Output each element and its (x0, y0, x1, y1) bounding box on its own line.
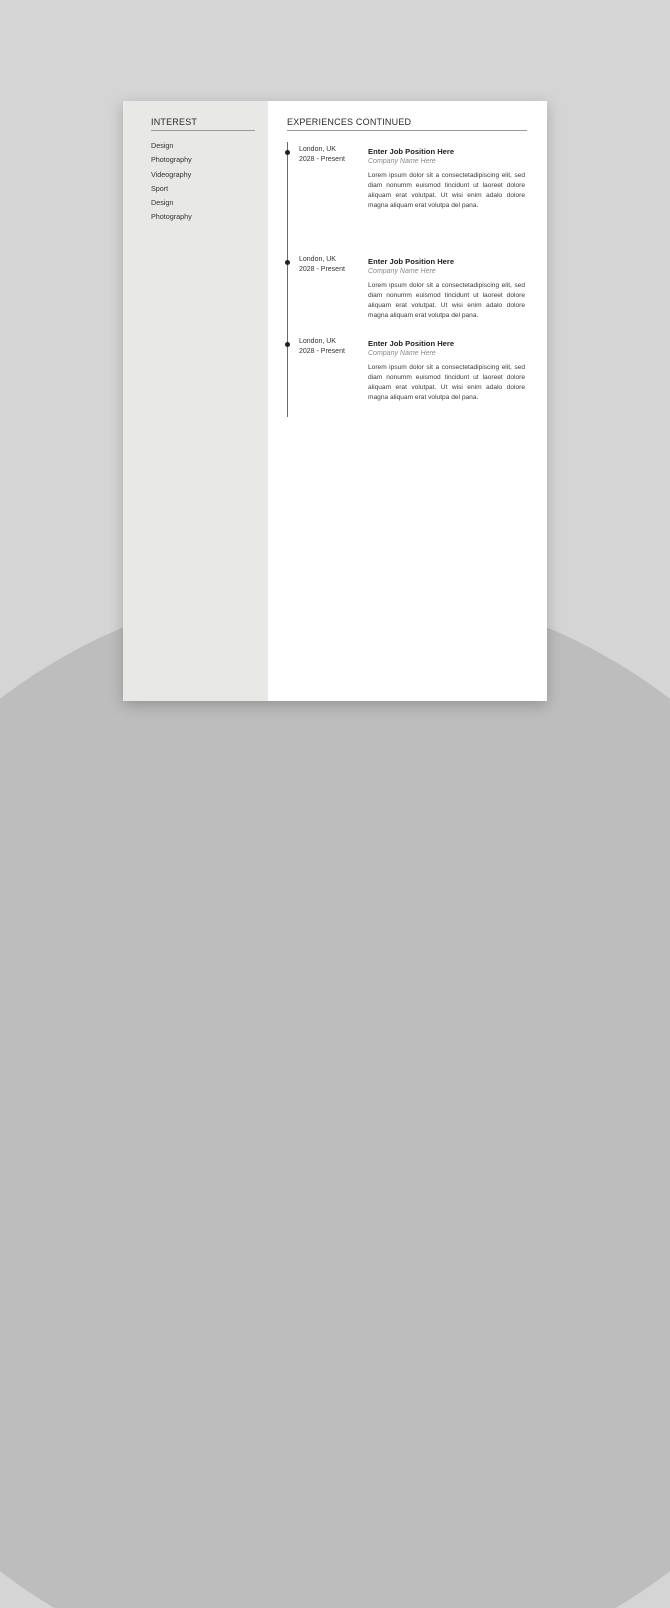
entry-description: Lorem ipsum dolor sit a consectetadipiscing elit, sed diam nonumm euismod tincidunt ut laoreet dolore aliquam erat volutpat. Ut wisi enim adalo dolore magna aliquam erat volutpa del pana. (368, 364, 525, 401)
entry-company: Company Name Here (368, 350, 436, 357)
interest-item: Sport (151, 183, 169, 193)
interest-item: Design (151, 198, 174, 208)
experiences-heading: EXPERIENCES CONTINUED (287, 117, 412, 127)
entry-position: Enter Job Position Here (368, 257, 455, 266)
interest-item: Design (151, 141, 174, 150)
entry-company: Company Name Here (368, 268, 436, 275)
experiences-divider (287, 130, 527, 131)
entry-dates: 2028 - Present (299, 348, 345, 355)
sidebar (123, 101, 268, 701)
entry-location: London, UK (299, 338, 336, 345)
entry-location: London, UK (299, 256, 336, 263)
timeline-dot (285, 260, 290, 265)
entry-location: London, UK (299, 146, 336, 153)
entry-description: Lorem ipsum dolor sit a consectetadipiscing elit, sed diam nonumm euismod tincidunt ut laoreet dolore aliquam erat volutpat. Ut wisi enim adalo dolore magna aliquam erat volutpa del pana. (368, 172, 525, 209)
entry-dates: 2028 - Present (299, 156, 345, 163)
timeline-dot (285, 150, 290, 155)
interest-divider (151, 130, 255, 131)
interest-item: Videography (151, 169, 192, 179)
resume-page (123, 101, 547, 701)
interest-item: Photography (151, 155, 192, 165)
entry-company: Company Name Here (368, 158, 436, 165)
background-arc (0, 585, 670, 1608)
entry-position: Enter Job Position Here (368, 339, 455, 348)
interest-list (151, 141, 192, 227)
entry-position: Enter Job Position Here (368, 147, 455, 156)
entry-dates: 2028 - Present (299, 266, 345, 273)
entry-description: Lorem ipsum dolor sit a consectetadipiscing elit, sed diam nonumm euismod tincidunt ut laoreet dolore aliquam erat volutpat. Ut wisi enim adalo dolore magna aliquam erat volutpa del pana. (368, 282, 525, 319)
interest-heading: INTEREST (151, 117, 198, 127)
timeline-line (287, 142, 288, 417)
timeline-dot (285, 342, 290, 347)
interest-item: Photography (151, 212, 192, 222)
